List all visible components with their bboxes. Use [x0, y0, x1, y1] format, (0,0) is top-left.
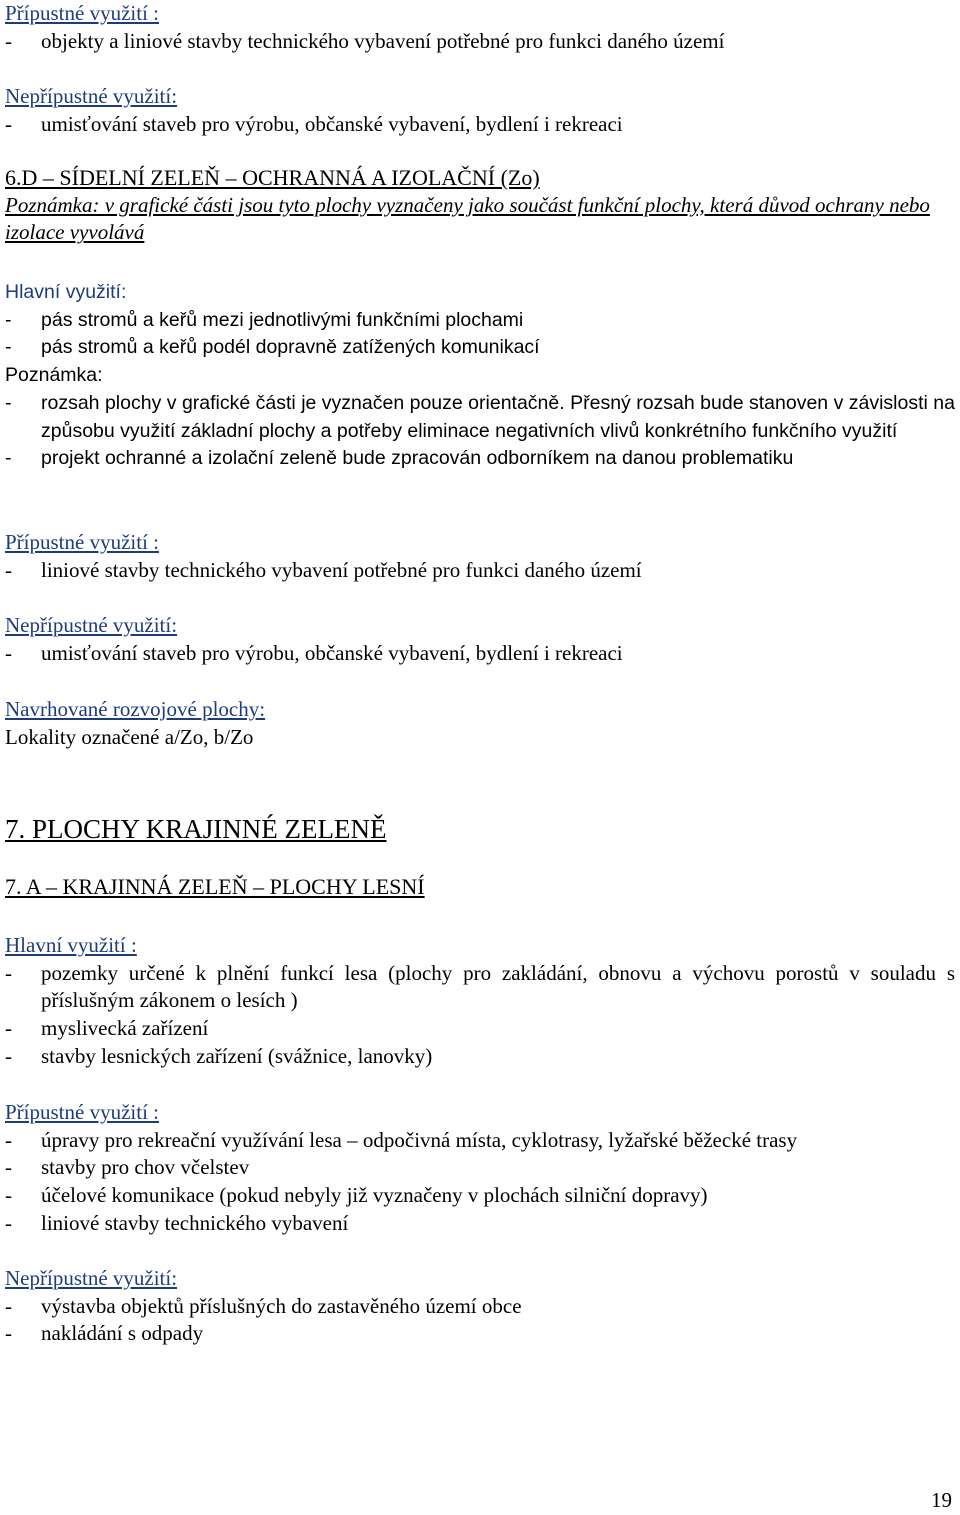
section-heading: Navrhované rozvojové plochy:	[5, 697, 266, 721]
section-main-use-6d	[5, 279, 955, 473]
page-number: 19	[931, 1488, 952, 1512]
section-heading: Hlavní využití :	[5, 933, 137, 957]
list-item: - objekty a liniové stavby technického vybavení potřebné pro funkci daného území	[5, 28, 955, 56]
section-forbidden-use-6d	[5, 612, 955, 667]
list-item: - výstavba objektů příslušných do zastavěného území obce	[5, 1293, 955, 1321]
list-item: - liniové stavby technického vybavení potřebné pro funkci daného území	[5, 557, 955, 585]
list-item: - umisťování staveb pro výrobu, občanské vybavení, bydlení i rekreaci	[5, 640, 955, 668]
list-item: - pás stromů a keřů podél dopravně zatížených komunikací	[5, 334, 955, 362]
section-heading: Přípustné využití :	[5, 1, 159, 25]
section-7-title	[5, 812, 955, 846]
list-item: - rozsah plochy v grafické části je vyznačen pouze orientačně. Přesný rozsah bude stanoven v závislosti na způsobu využití základní plochy a potřeby eliminace negativních vlivů konkrétního funkčního využití	[5, 390, 955, 445]
section-7a-title	[5, 873, 955, 901]
section-title: 7. A – KRAJINNÁ ZELEŇ – PLOCHY LESNÍ	[5, 874, 425, 899]
list-item: - umisťování staveb pro výrobu, občanské vybavení, bydlení i rekreaci	[5, 111, 955, 139]
section-permitted-use-6d	[5, 529, 955, 584]
section-permitted-use-7a	[5, 1099, 955, 1238]
section-proposed-areas	[5, 696, 955, 751]
list-item: - pás stromů a keřů mezi jednotlivými funkčními plochami	[5, 307, 955, 335]
section-main-use-7a	[5, 932, 955, 1071]
section-6d-title	[5, 164, 955, 247]
list-item: - projekt ochranné a izolační zeleně bude zpracován odborníkem na danou problematiku	[5, 445, 955, 473]
list-item: - liniové stavby technického vybavení	[5, 1210, 955, 1238]
section-forbidden-use-7a	[5, 1265, 955, 1348]
section-forbidden-use-1	[5, 83, 955, 138]
list-item: - stavby pro chov včelstev	[5, 1154, 955, 1182]
list-item: - pozemky určené k plnění funkcí lesa (plochy pro zakládání, obnovu a výchovu porostů v souladu s příslušným zákonem o lesích )	[5, 960, 955, 1015]
section-title: 6.D – SÍDELNÍ ZELEŇ – OCHRANNÁ A IZOLAČNÍ (Zo)	[5, 165, 540, 190]
chapter-title: 7. PLOCHY KRAJINNÉ ZELENĚ	[5, 814, 387, 844]
list-item: - nakládání s odpady	[5, 1320, 955, 1348]
section-note: Poznámka: v grafické části jsou tyto plochy vyznačeny jako součást funkční plochy, která důvod ochrany nebo izolace vyvolává	[5, 192, 930, 245]
list-item: - myslivecká zařízení	[5, 1015, 955, 1043]
section-heading: Nepřípustné využití:	[5, 84, 178, 108]
proposed-areas-text: Lokality označené a/Zo, b/Zo	[5, 724, 254, 749]
list-item: - úpravy pro rekreační využívání lesa – odpočivná místa, cyklotrasy, lyžařské běžecké trasy	[5, 1127, 955, 1155]
section-heading: Přípustné využití :	[5, 1100, 159, 1124]
section-heading: Přípustné využití :	[5, 530, 159, 554]
list-item: - účelové komunikace (pokud nebyly již vyznačeny v plochách silniční dopravy)	[5, 1182, 955, 1210]
section-heading: Nepřípustné využití:	[5, 613, 178, 637]
section-heading: Hlavní využití:	[5, 281, 127, 303]
section-heading: Nepřípustné využití:	[5, 1266, 178, 1290]
list-item: - stavby lesnických zařízení (svážnice, lanovky)	[5, 1043, 955, 1071]
note-label: Poznámka:	[5, 364, 103, 387]
section-permitted-use-1	[5, 0, 955, 55]
